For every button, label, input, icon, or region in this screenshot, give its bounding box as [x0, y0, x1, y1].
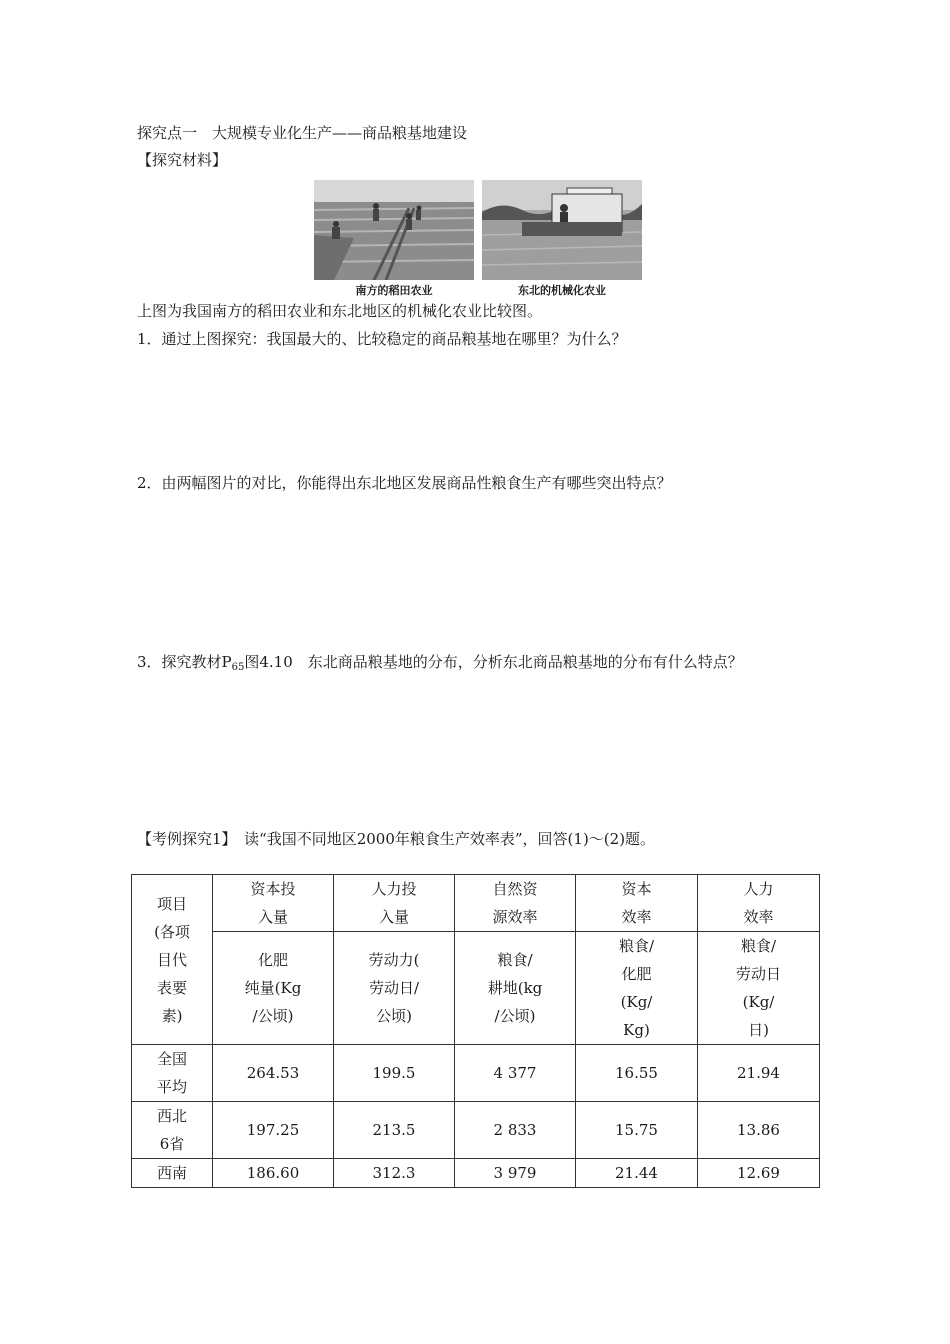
subheader-cell: 化肥 纯量(Kg /公顷) [213, 932, 334, 1045]
table-row [132, 1102, 820, 1159]
subheader-cell: 粮食/ 化肥 (Kg/ Kg) [576, 932, 698, 1045]
figure-description: 上图为我国南方的稻田农业和东北地区的机械化农业比较图。 [137, 302, 543, 320]
table-header-row [132, 875, 820, 932]
table-subheader-row [132, 932, 820, 1045]
harvester-caption: 东北的机械化农业 [518, 284, 606, 297]
rice-paddy-photo [314, 180, 474, 280]
value-cell: 3 979 [455, 1159, 576, 1188]
header-cell: 人力 效率 [698, 875, 820, 932]
value-cell: 213.5 [334, 1102, 455, 1159]
question-1: 1．通过上图探究：我国最大的、比较稳定的商品粮基地在哪里？为什么？ [137, 330, 627, 348]
table-row [132, 1159, 820, 1188]
region-cell: 西南 [132, 1159, 213, 1188]
header-cell: 人力投 入量 [334, 875, 455, 932]
value-cell: 197.25 [213, 1102, 334, 1159]
value-cell: 312.3 [334, 1159, 455, 1188]
subheader-cell: 粮食/ 耕地(kg /公顷) [455, 932, 576, 1045]
subheader-cell: 粮食/ 劳动日 (Kg/ 日) [698, 932, 820, 1045]
question-3: 3．探究教材$P_{65}$图4.10 东北商品粮基地的分布，分析东北商品粮基地的分布有什么特点？ [137, 653, 743, 673]
comparison-figure [314, 180, 638, 304]
rice-paddy-caption: 南方的稻田农业 [355, 284, 433, 297]
value-cell: 13.86 [698, 1102, 820, 1159]
value-cell: 199.5 [334, 1045, 455, 1102]
harvester-photo [482, 180, 642, 280]
section-heading: 探究点一 大规模专业化生产——商品粮基地建设 [137, 124, 468, 142]
value-cell: 21.44 [576, 1159, 698, 1188]
value-cell: 12.69 [698, 1159, 820, 1188]
subheader-cell: 劳动力( 劳动日/ 公顷) [334, 932, 455, 1045]
value-cell: 2 833 [455, 1102, 576, 1159]
grain-efficiency-table [131, 874, 820, 1188]
region-cell: 西北 6省 [132, 1102, 213, 1159]
page-subscript: 65 [231, 662, 245, 673]
value-cell: 264.53 [213, 1045, 334, 1102]
header-cell: 资本投 入量 [213, 875, 334, 932]
value-cell: 4 377 [455, 1045, 576, 1102]
value-cell: 16.55 [576, 1045, 698, 1102]
region-cell: 全国 平均 [132, 1045, 213, 1102]
header-cell: 自然资 源效率 [455, 875, 576, 932]
value-cell: 15.75 [576, 1102, 698, 1159]
table-row [132, 1045, 820, 1102]
question-2: 2．由两幅图片的对比，你能得出东北地区发展商品性粮食生产有哪些突出特点？ [137, 474, 672, 492]
value-cell: 186.60 [213, 1159, 334, 1188]
header-cell: 资本 效率 [576, 875, 698, 932]
material-label: 【探究材料】 [137, 151, 228, 169]
header-cell: 项目 (各项 目代 表要 素) [132, 875, 213, 1045]
example-prompt: 【考例探究1】 读“我国不同地区2000年粮食生产效率表”，回答(1)～(2)题。 [137, 830, 656, 848]
value-cell: 21.94 [698, 1045, 820, 1102]
